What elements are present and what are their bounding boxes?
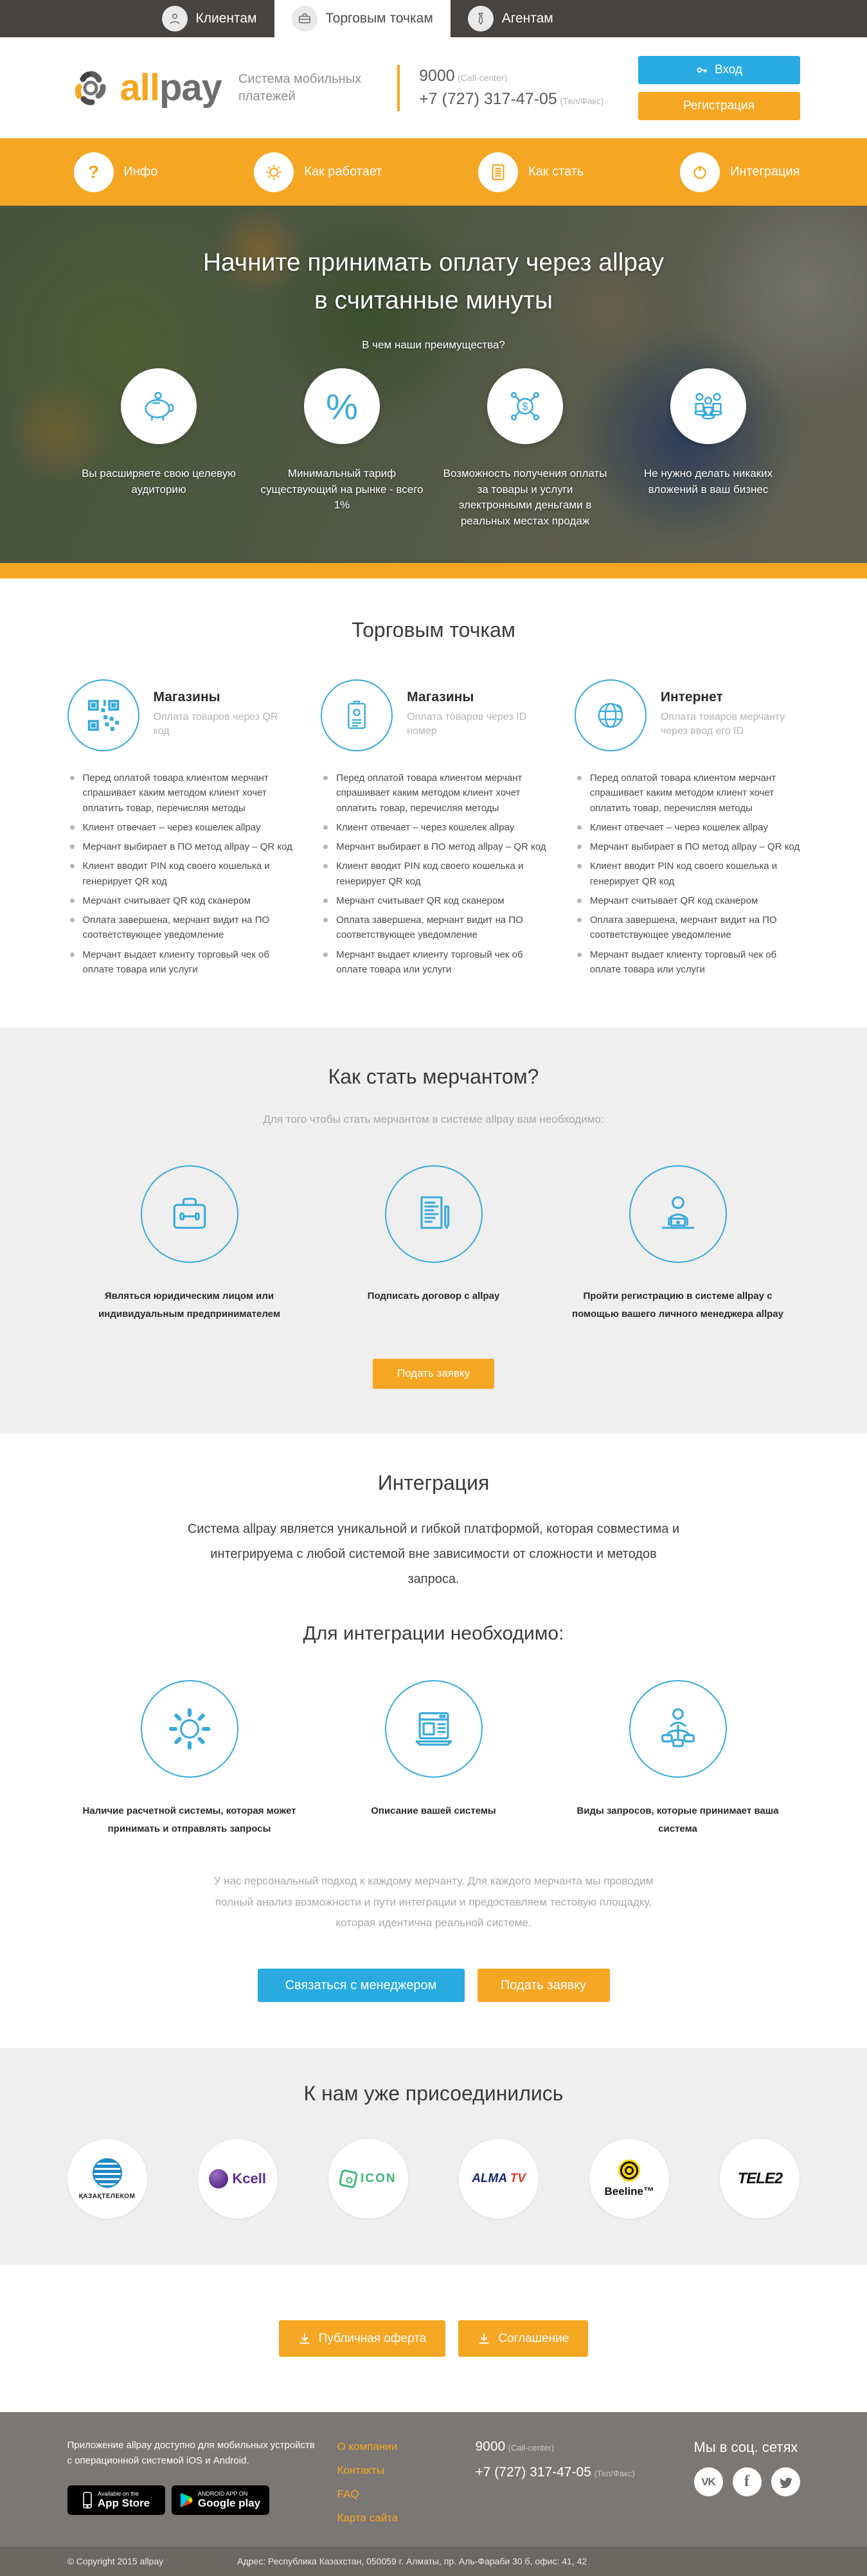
- column-heading: Магазины: [153, 690, 220, 704]
- apply-button[interactable]: Подать заявку: [373, 1359, 494, 1389]
- footer-link-sitemap[interactable]: Карта сайта: [337, 2512, 398, 2525]
- beeline-striped-icon: [618, 2160, 640, 2181]
- tab-merchants-label: Торговым точкам: [325, 11, 433, 26]
- step-item: Мерчант выдает клиенту торговый чек об оплате товара или услуги: [575, 947, 800, 978]
- column-subheading: Оплата товаров через QR код: [153, 711, 278, 737]
- partner-logo-tele2: TELE2: [720, 2139, 800, 2219]
- callcenter-number: 9000: [419, 67, 455, 85]
- column-subheading: Оплата товаров через ID номер: [407, 711, 527, 737]
- footer-phone-fax-number: +7 (727) 317-47-05: [475, 2465, 591, 2480]
- tab-agents-label: Агентам: [501, 11, 553, 26]
- feature-audience: Вы расширяете свою целевую аудиторию: [67, 368, 251, 530]
- footer-link-contacts[interactable]: Контакты: [337, 2464, 384, 2477]
- partner-logo-kcell: Kcell: [198, 2139, 278, 2219]
- icon-brand-mark: [339, 2169, 359, 2189]
- footer-app-text: Приложение allpay доступно для мобильных устройств с операционной системой iOS и Android.: [67, 2440, 315, 2467]
- percent-icon: %: [304, 368, 380, 444]
- partners-section: [0, 2048, 867, 2265]
- gear-icon: [254, 152, 294, 192]
- person-icon: [162, 6, 188, 31]
- step-item: Мерчант выдает клиенту торговый чек об оплате товара или услуги: [67, 947, 293, 978]
- phone-fax-note: (Тел/Факс): [560, 96, 604, 106]
- step-item: Перед оплатой товара клиентом мерчант спрашивает каким методом клиент хочет оплатить товар, перечисляя методы: [575, 771, 800, 816]
- request-types-icon: [629, 1680, 727, 1778]
- integration-req-request-types: Виды запросов, которые принимает ваша система: [556, 1680, 800, 1838]
- merchant-steps-list: [321, 771, 546, 977]
- checklist-icon: [478, 152, 518, 192]
- merchants-section: [0, 578, 867, 1028]
- merchants-column-internet: [575, 679, 800, 981]
- vk-icon[interactable]: VK: [694, 2467, 723, 2496]
- step-item: Перед оплатой товара клиентом мерчант спрашивает каким методом клиент хочет оплатить товар, перечисляя методы: [67, 771, 293, 816]
- footer-phones: 9000 (Call-center) +7 (727) 317-47-05 (Тел/Факс): [475, 2439, 635, 2480]
- laptop-icon: [385, 1680, 483, 1778]
- id-badge-icon: [321, 679, 393, 751]
- facebook-icon[interactable]: f: [733, 2467, 762, 2496]
- become-subtitle: Для того чтобы стать мерчантом в системе allpay вам необходимо:: [263, 1113, 604, 1125]
- phone-icon: [82, 2491, 93, 2509]
- gear-icon: [141, 1680, 238, 1778]
- login-button[interactable]: Вход: [638, 56, 800, 84]
- hero-features: [67, 368, 800, 530]
- site-header: [0, 37, 867, 138]
- footer-callcenter-number: 9000: [475, 2439, 506, 2455]
- partner-logo-beeline: Beeline™: [589, 2139, 669, 2219]
- become-merchant-section: [0, 1028, 867, 1434]
- briefcase-icon: [141, 1165, 238, 1263]
- contract-icon: [385, 1165, 483, 1263]
- address-text: Адрес: Республика Казахстан, 050059 г. Алматы, пр. Аль-Фараби 30 б, офис: 41, 42: [237, 2556, 587, 2567]
- qr-code-icon: [67, 679, 139, 751]
- column-subheading: Оплата товаров мерчанту через ввод его ID: [660, 711, 785, 737]
- register-button[interactable]: Регистрация: [638, 92, 800, 120]
- svg-text:$: $: [522, 400, 528, 413]
- step-item: Мерчант выбирает в ПО метод allpay – QR код: [67, 839, 293, 854]
- tab-merchants[interactable]: [274, 0, 451, 41]
- piggy-bank-icon: [121, 368, 197, 444]
- step-item: Мерчант считывает QR код сканером: [67, 893, 293, 908]
- social-title: Мы в соц. сетях: [693, 2439, 798, 2456]
- integration-req-billing-system: Наличие расчетной системы, которая может принимать и отправлять запросы: [67, 1680, 312, 1838]
- step-item: Мерчант выбирает в ПО метод allpay – QR код: [321, 839, 546, 854]
- money-network-icon: [487, 368, 563, 444]
- step-item: Мерчант считывает QR код сканером: [575, 893, 800, 908]
- merchant-steps-list: [575, 771, 800, 977]
- step-item: Мерчант выбирает в ПО метод allpay – QR код: [575, 839, 800, 854]
- merchant-steps-list: [67, 771, 293, 977]
- step-item: Клиент вводит PIN код своего кошелька и генерирует QR код: [575, 859, 800, 889]
- twitter-icon[interactable]: [771, 2467, 800, 2496]
- globe-icon: [575, 679, 647, 751]
- contact-manager-button[interactable]: Связаться с менеджером: [258, 1969, 465, 2002]
- column-heading: Интернет: [660, 690, 723, 704]
- appstore-badge[interactable]: Available on the App Store: [67, 2485, 165, 2515]
- nav-item-how-it-works[interactable]: Как работает: [254, 152, 382, 192]
- footer-links: [337, 2438, 476, 2525]
- become-title: Как стать мерчантом?: [328, 1065, 539, 1088]
- allpay-logo-icon: [67, 65, 114, 111]
- audience-tabs: [145, 0, 571, 37]
- footer-link-about[interactable]: О компании: [337, 2440, 398, 2453]
- nav-item-how-to-become[interactable]: Как стать: [478, 152, 584, 192]
- kcell-sphere-icon: [209, 2169, 228, 2188]
- site-footer: [0, 2412, 867, 2546]
- download-icon: [298, 2332, 311, 2345]
- callcenter-note: (Call-center): [458, 73, 508, 83]
- manager-icon: [629, 1165, 727, 1263]
- tab-clients[interactable]: [145, 0, 274, 37]
- tab-agents[interactable]: [451, 0, 571, 37]
- key-icon: [695, 64, 708, 76]
- kazakhtelecom-globe-icon: [93, 2158, 122, 2188]
- partner-logo-kazakhtelecom: ҚАЗАҚТЕЛЕКОМ: [67, 2139, 147, 2219]
- integration-title: Интеграция: [377, 1471, 490, 1494]
- hero-subtitle: В чем наши преимущества?: [362, 339, 505, 351]
- integration-description: Система allpay является уникальной и гибкой платформой, которая совместима и интегрируема с любой системой вне зависимости от сложности и методов запроса.: [187, 1521, 680, 1586]
- step-item: Клиент вводит PIN код своего кошелька и генерирует QR код: [321, 859, 546, 889]
- phone-fax-number: +7 (727) 317-47-05: [419, 90, 557, 108]
- hero-orange-strip: [0, 563, 867, 578]
- briefcase-icon: [292, 6, 317, 31]
- feature-tariff: % Минимальный тариф существующий на рынке - всего 1%: [251, 368, 434, 530]
- integration-section: [0, 1434, 867, 2048]
- become-step-registration: Пройти регистрацию в системе allpay с помощью вашего личного менеджера allpay: [556, 1165, 800, 1323]
- copyright-bar: [0, 2546, 867, 2576]
- step-item: Перед оплатой товара клиентом мерчант спрашивает каким методом клиент хочет оплатить товар, перечисляя методы: [321, 771, 546, 816]
- partner-logo-alma-tv: ALMA TV: [459, 2139, 539, 2219]
- public-offer-download-button[interactable]: Публичная оферта: [279, 2320, 446, 2357]
- step-item: Мерчант считывает QR код сканером: [321, 893, 546, 908]
- copyright-text: © Copyright 2015 allpay: [67, 2556, 164, 2567]
- download-icon: [478, 2332, 490, 2345]
- integration-requirements-title: Для интеграции необходимо:: [303, 1622, 564, 1644]
- footer-link-faq[interactable]: FAQ: [337, 2488, 359, 2501]
- step-item: Клиент отвечает – через кошелек allpay: [321, 820, 546, 835]
- merchants-column-id: [321, 679, 546, 981]
- feature-no-investment: Не нужно делать никаких вложений в ваш бизнес: [617, 368, 800, 530]
- step-item: Клиент отвечает – через кошелек allpay: [67, 820, 293, 835]
- step-item: Мерчант выдает клиенту торговый чек об оплате товара или услуги: [321, 947, 546, 978]
- header-divider: [397, 65, 400, 111]
- documents-section: [0, 2265, 867, 2412]
- partner-logo-icon: ICON: [328, 2139, 408, 2219]
- step-item: Оплата завершена, мерчант видит на ПО соответствующее уведомление: [321, 913, 546, 943]
- step-item: Оплата завершена, мерчант видит на ПО соответствующее уведомление: [67, 913, 293, 943]
- become-step-sign-contract: Подписать договор с allpay: [312, 1165, 556, 1323]
- merchants-title: Торговым точкам: [352, 618, 515, 641]
- step-item: Клиент отвечает – через кошелек allpay: [575, 820, 800, 835]
- power-icon: [680, 152, 720, 192]
- site-tagline: Система мобильных платежей: [238, 71, 362, 103]
- main-navigation: [0, 138, 867, 206]
- header-phones: [419, 62, 603, 113]
- nav-item-info[interactable]: ? Инфо: [74, 152, 158, 192]
- apply-button[interactable]: Подать заявку: [478, 1969, 610, 2002]
- question-icon: ?: [74, 152, 114, 192]
- hero-title: Начните принимать оплату через allpay в считанные минуты: [202, 249, 665, 314]
- nav-item-integration[interactable]: Интеграция: [680, 152, 800, 192]
- tab-clients-label: Клиентам: [195, 11, 257, 26]
- column-heading: Магазины: [407, 690, 474, 704]
- merchants-column-qr: [67, 679, 293, 981]
- step-item: Оплата завершена, мерчант видит на ПО соответствующее уведомление: [575, 913, 800, 943]
- allpay-logo[interactable]: [67, 65, 222, 111]
- agreement-download-button[interactable]: Соглашение: [458, 2320, 588, 2357]
- audience-switcher-bar: [0, 0, 867, 37]
- integration-note: У нас персональный подход к каждому мерчанту. Для каждого мерчанта мы проводим полный анализ возможности и пути интеграции и предоставляем тестовую площадку, которая идентична реальной системе.: [213, 1875, 654, 1929]
- hero-banner: [0, 206, 867, 578]
- become-step-legal-entity: Являться юридическим лицом или индивидуальным предпринимателем: [67, 1165, 312, 1323]
- feature-epayments: $ Возможность получения оплаты за товары и услуги электронными деньгами в реальных местах продаж: [434, 368, 617, 530]
- googleplay-badge[interactable]: ANDROID APP ON Google play: [172, 2485, 269, 2515]
- step-item: Клиент вводит PIN код своего кошелька и генерирует QR код: [67, 859, 293, 889]
- integration-req-system-description: Описание вашей системы: [312, 1680, 556, 1838]
- tie-icon: [468, 6, 494, 31]
- people-group-icon: [670, 368, 746, 444]
- play-triangle-icon: [180, 2492, 193, 2508]
- allpay-logo-text: allpay: [120, 67, 222, 109]
- partners-title: К нам уже присоединились: [303, 2082, 564, 2106]
